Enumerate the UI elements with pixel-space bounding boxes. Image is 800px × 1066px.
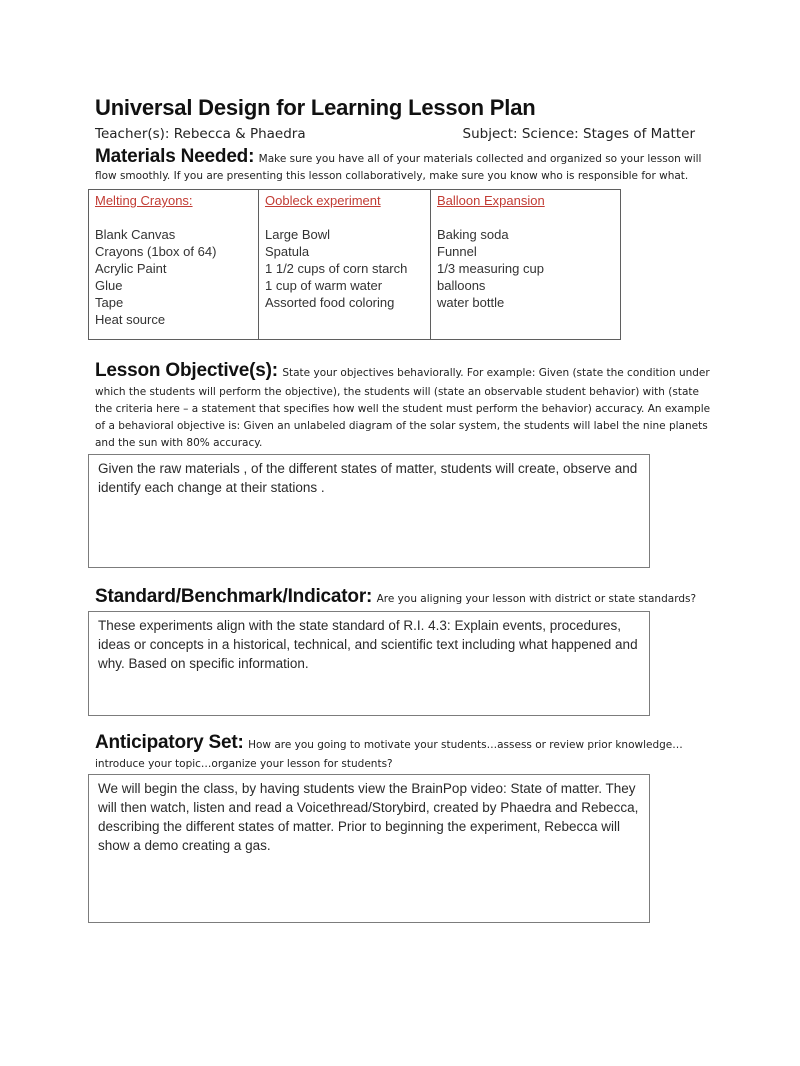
teacher-field: Teacher(s): Rebecca & Phaedra [95, 126, 306, 142]
objective-note: State your objectives behaviorally. For example: Given (state the condition under which the students will perform the objective), the students will (state an observable student behavior) with (state the criteria here – a statement that specifies how well the student must perform the behavior) accuracy. An example of a behavioral objective is: Given an unlabeled diagram of the solar system, the students will label the nine planets and the sun with 80% accuracy. [95, 367, 711, 449]
material-item: 1 1/2 cups of corn starch [265, 261, 408, 276]
meta-row [95, 126, 695, 143]
objective-heading: Lesson Objective(s): [95, 360, 278, 381]
standard-content-box [88, 611, 650, 716]
materials-column-oobleck [259, 190, 431, 340]
material-item: Acrylic Paint [95, 261, 167, 276]
material-item: Glue [95, 278, 123, 293]
material-item: Funnel [437, 244, 477, 259]
material-item: Baking soda [437, 227, 509, 242]
anticipatory-note: How are you going to motivate your students…assess or review prior knowledge… introduce your topic…organize your lesson for students? [95, 739, 683, 770]
table-row [89, 190, 621, 340]
anticipatory-heading: Anticipatory Set: [95, 732, 244, 753]
materials-table [88, 189, 621, 340]
section-objective-heading [95, 359, 711, 451]
materials-heading: Materials Needed: [95, 146, 255, 167]
page-title: Universal Design for Learning Lesson Plan [95, 95, 536, 120]
material-item: Blank Canvas [95, 227, 176, 242]
section-materials-heading [95, 146, 709, 184]
column-header: Melting Crayons: [95, 193, 193, 208]
material-item: 1/3 measuring cup [437, 261, 544, 276]
material-item: Crayons (1box of 64) [95, 244, 217, 259]
material-item: Heat source [95, 312, 166, 327]
standard-note: Are you aligning your lesson with district or state standards? [376, 593, 697, 605]
materials-column-melting-crayons [89, 190, 259, 340]
materials-note: Make sure you have all of your materials collected and organized so your lesson will flow smoothly. If you are presenting this lesson collaboratively, make sure you know who is responsible for what. [95, 153, 702, 182]
material-item: Spatula [265, 244, 310, 259]
material-item: Large Bowl [265, 227, 331, 242]
material-item: water bottle [437, 295, 505, 310]
objective-content: Given the raw materials , of the different states of matter, students will create, observe and identify each change at their stations . [98, 461, 638, 495]
standard-heading: Standard/Benchmark/Indicator: [95, 586, 373, 607]
standard-content: These experiments align with the state standard of R.I. 4.3: Explain events, procedures, ideas or concepts in a historical, technical, and scientific text including what happened and why. Based on specific information. [98, 618, 638, 671]
material-item: Tape [95, 295, 124, 310]
section-anticipatory-heading [95, 731, 711, 772]
anticipatory-content-box [88, 774, 650, 923]
subject-field: Subject: Science: Stages of Matter [462, 126, 695, 142]
section-standard-heading [95, 585, 711, 609]
column-header: Balloon Expansion [437, 193, 545, 208]
materials-column-balloon [431, 190, 621, 340]
anticipatory-content: We will begin the class, by having students view the BrainPop video: State of matter. They will then watch, listen and read a Voicethread/Storybird, created by Phaedra and Rebecca, describing the different states of matter. Prior to beginning the experiment, Rebecca will show a demo creating a gas. [98, 781, 639, 853]
material-item: balloons [437, 278, 486, 293]
column-header: Oobleck experiment [265, 193, 381, 208]
material-item: 1 cup of warm water [265, 278, 383, 293]
objective-content-box [88, 454, 650, 568]
material-item: Assorted food coloring [265, 295, 395, 310]
